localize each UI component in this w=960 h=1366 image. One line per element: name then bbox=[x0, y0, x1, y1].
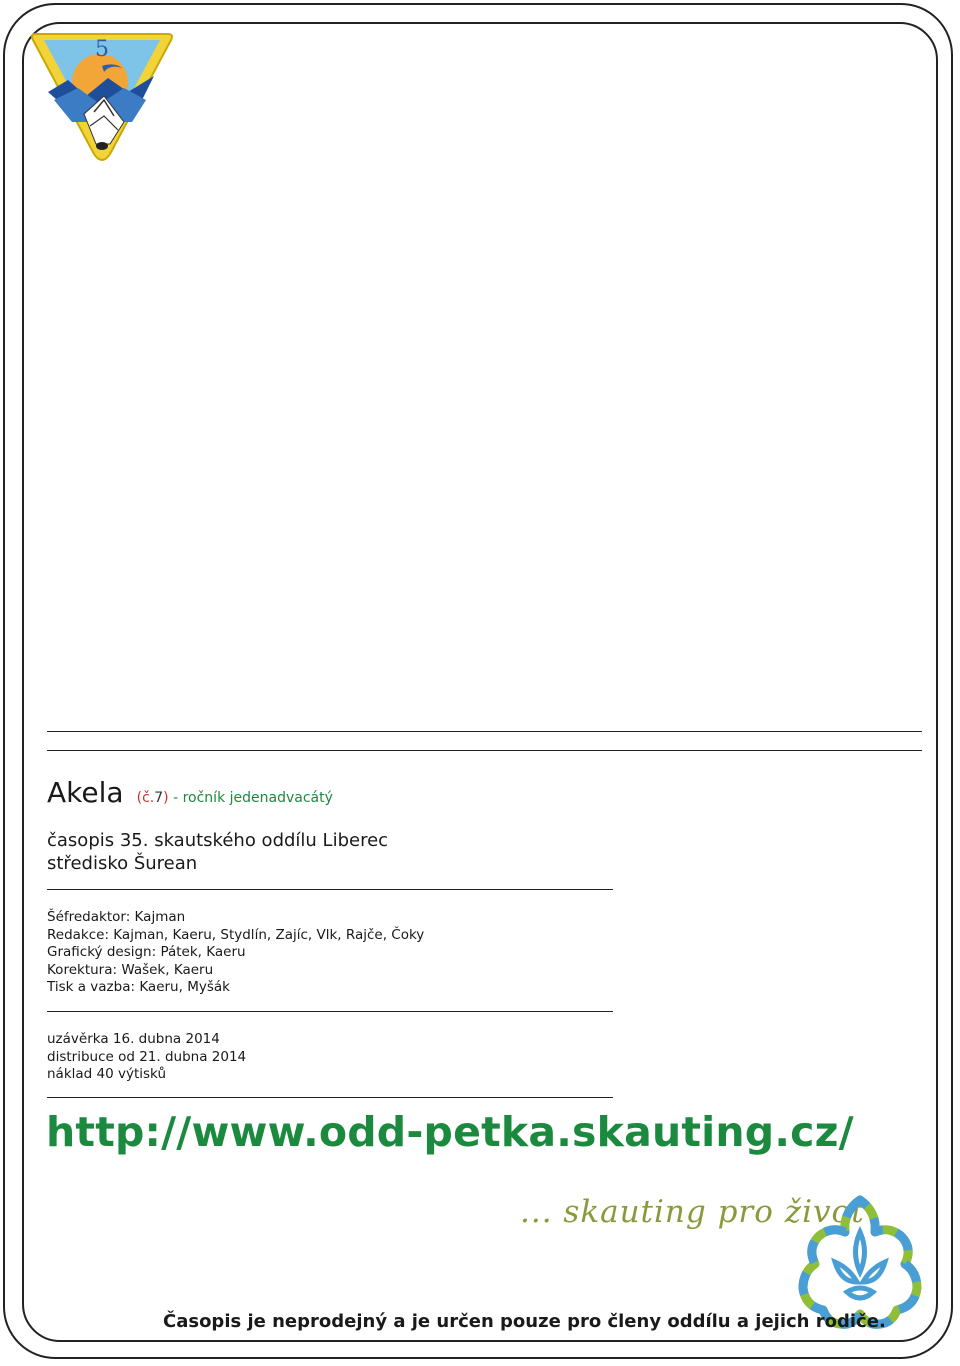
divider-publication bbox=[47, 1097, 613, 1098]
credits-list bbox=[47, 909, 424, 997]
credit-line: Redakce: Kajman, Kaeru, Stydlín, Zajíc, Vlk, Rajče, Čoky bbox=[47, 926, 425, 943]
masthead-line: časopis 35. skautského oddílu Liberec bbox=[47, 830, 389, 851]
troop-badge-icon bbox=[28, 26, 176, 164]
masthead-line: středisko Šurean bbox=[47, 853, 198, 874]
slogan: ... skauting pro život bbox=[520, 1194, 865, 1230]
footer-note: Časopis je neprodejný a je určen pouze pro členy oddílu a jejich rodiče. bbox=[163, 1311, 886, 1332]
credit-line: Korektura: Wašek, Kaeru bbox=[47, 961, 214, 978]
divider-top-2 bbox=[47, 750, 922, 751]
publication-line: náklad 40 výtisků bbox=[47, 1066, 167, 1083]
credit-line: Grafický design: Pátek, Kaeru bbox=[47, 944, 246, 961]
publication-line: uzávěrka 16. dubna 2014 bbox=[47, 1031, 220, 1047]
magazine-title: Akela bbox=[47, 776, 124, 809]
masthead bbox=[47, 829, 388, 875]
credit-line: Tisk a vazba: Kaeru, Myšák bbox=[47, 979, 230, 996]
issue-separator: - bbox=[168, 790, 183, 806]
volume-label: ročník jedenadvacátý bbox=[182, 790, 333, 806]
magazine-title-row bbox=[47, 776, 333, 809]
issue-close: ) bbox=[163, 790, 169, 806]
divider-top-1 bbox=[47, 731, 922, 732]
issue-open: (č. bbox=[136, 790, 155, 806]
publication-line: distribuce od 21. dubna 2014 bbox=[47, 1048, 247, 1065]
divider-credits bbox=[47, 1011, 613, 1012]
website-link[interactable]: http://www.odd-petka.skauting.cz/ bbox=[46, 1108, 854, 1156]
publication-info bbox=[47, 1031, 246, 1084]
divider-masthead bbox=[47, 889, 613, 890]
issue-number: 7 bbox=[154, 790, 164, 806]
credit-line: Šéfredaktor: Kajman bbox=[47, 909, 186, 925]
badge-digit: 5 bbox=[95, 37, 109, 62]
issue-label bbox=[137, 790, 169, 806]
